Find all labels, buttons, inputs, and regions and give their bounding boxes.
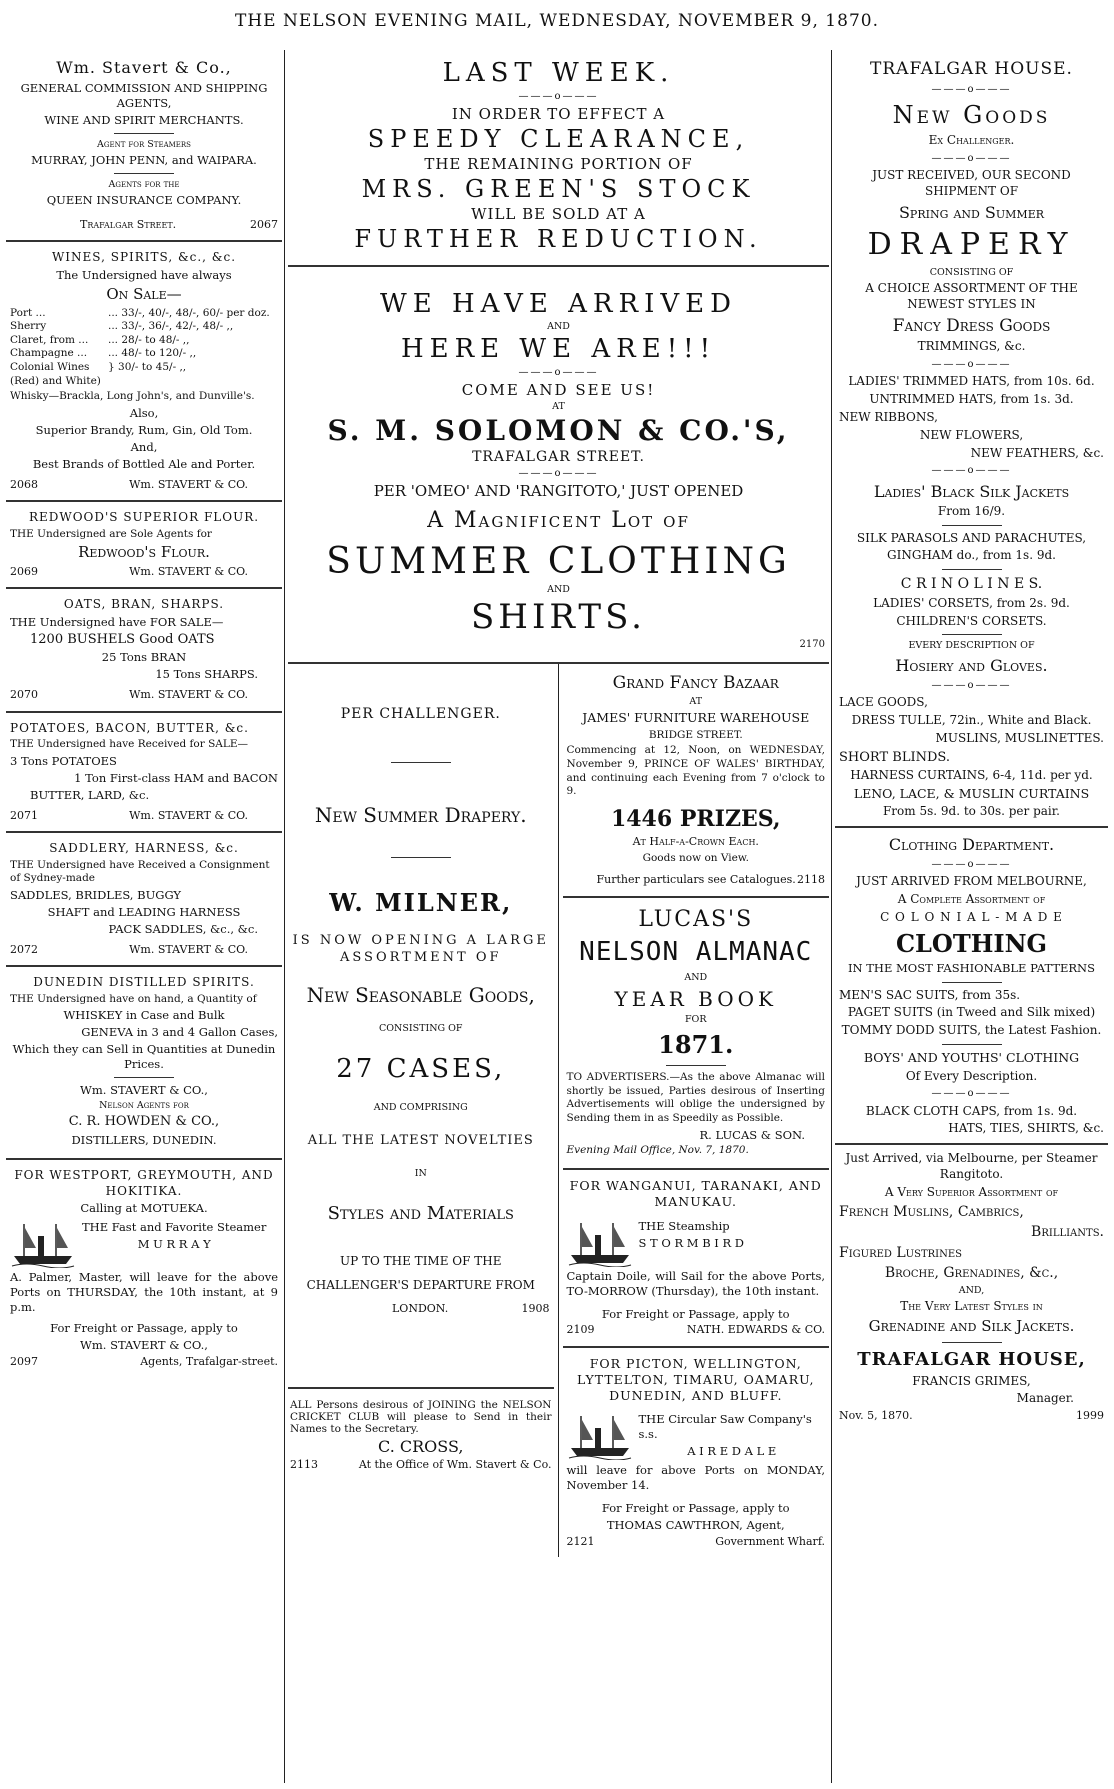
ornament: ———o——— — [931, 84, 1012, 96]
ad-line: Just Arrived, via Melbourne, per Steamer Rangitoto. — [845, 1151, 1098, 1182]
ad-number: 2067 — [250, 218, 278, 232]
ad-number: 2069 — [10, 564, 38, 578]
ornament: ———o——— — [518, 468, 599, 479]
ad-line: HARNESS CURTAINS, 6-4, 11d. per yd. — [850, 767, 1093, 782]
ad-line: MRS. GREEN'S STOCK — [361, 175, 756, 203]
ad-line: NEW FEATHERS, &c. — [970, 445, 1104, 460]
divider — [391, 762, 451, 763]
ad-signature: Wm. STAVERT & CO. — [129, 477, 248, 491]
divider — [942, 982, 1002, 983]
ad-line: BUTTER, LARD, &c. — [30, 787, 150, 802]
ornament: ———o——— — [931, 153, 1012, 165]
ad-line: MEN'S SAC SUITS, from 35s. — [839, 987, 1021, 1002]
ad-title: LUCAS'S — [638, 906, 754, 932]
ad-line: SUMMER CLOTHING — [326, 541, 791, 582]
steamship-icon — [567, 1217, 633, 1267]
ad-line: QUEEN INSURANCE COMPANY. — [46, 193, 242, 208]
ad-potatoes — [6, 713, 282, 833]
ad-line: Also, — [129, 405, 159, 420]
ad-wanganui — [563, 1170, 830, 1348]
ad-line: From 16/9. — [937, 503, 1006, 518]
ad-line: Styles and Materials — [327, 1203, 514, 1224]
ad-line: Commencing at 12, Noon, on WEDNESDAY, November 9, PRINCE OF WALES' BIRTHDAY, and continuing each Evening from 7 o'clock to 9. — [566, 744, 825, 798]
ad-line: ALL THE LATEST NOVELTIES — [307, 1133, 534, 1148]
ad-line: JAMES' FURNITURE WAREHOUSE — [582, 710, 810, 726]
ad-line: THE Fast and Favorite Steamer — [82, 1220, 267, 1235]
ad-line: Ladies' Black Silk Jackets — [873, 481, 1070, 501]
ad-line: CHALLENGER'S DEPARTURE FROM — [306, 1278, 535, 1292]
ad-milner — [288, 664, 554, 1389]
ad-line: IN — [414, 1168, 427, 1179]
ad-line: Manager. — [1016, 1391, 1074, 1406]
ad-line: S. M. SOLOMON & CO.'S, — [327, 414, 790, 447]
ad-title: FOR WANGANUI, TARANAKI, AND MANUKAU. — [569, 1178, 822, 1210]
ad-saddlery — [6, 833, 282, 967]
ad-line: C. R. HOWDEN & CO., — [68, 1114, 220, 1130]
ad-line: THE Undersigned have FOR SALE— — [10, 614, 224, 629]
ornament: ———o——— — [931, 1088, 1012, 1100]
ad-line: THE Undersigned have Received for SALE— — [10, 738, 248, 751]
ad-line: TOMMY DODD SUITS, the Latest Fashion. — [841, 1023, 1102, 1038]
ad-line: New Summer Drapery. — [314, 803, 527, 827]
ad-line: Nelson Agents for — [99, 1099, 189, 1111]
divider — [114, 173, 174, 174]
column-rule-left — [284, 50, 285, 1783]
ad-line: JUST ARRIVED FROM MELBOURNE, — [856, 874, 1087, 889]
ad-line: THE Circular Saw Company's s.s. — [638, 1412, 812, 1442]
middle-right-half — [559, 664, 830, 1557]
ad-line: MURRAY, JOHN PENN, and WAIPARA. — [31, 152, 257, 167]
ad-line: ALL Persons desirous of JOINING the NELSON CRICKET CLUB will please to Send in their Names to the Secretary. — [290, 1399, 552, 1435]
ad-line: 1446 PRIZES, — [610, 805, 781, 832]
ad-line: 1200 BUSHELS Good OATS — [30, 631, 215, 647]
price-name: Colonial Wines (Red) and White) — [10, 361, 101, 387]
ad-line: 25 Tons BRAN — [101, 650, 187, 665]
ad-line: LACE GOODS, — [839, 695, 928, 710]
ad-line: SPEEDY CLEARANCE, — [367, 125, 750, 153]
ad-line: At Half-a-Crown Each. — [632, 835, 759, 849]
ad-trafalgar-house — [835, 50, 1108, 1432]
ad-line: From 5s. 9d. to 30s. per pair. — [882, 804, 1060, 819]
ad-line: Further particulars see Catalogues. — [596, 873, 796, 887]
ad-line: At the Office of Wm. Stavert & Co. — [358, 1458, 552, 1471]
ad-title: DUNEDIN DISTILLED SPIRITS. — [33, 974, 255, 989]
ad-line: A Magnificent Lot of — [427, 508, 690, 533]
ad-line: Brilliants. — [1031, 1224, 1104, 1241]
divider — [942, 1342, 1002, 1343]
ad-line: C O L O N I A L - M A D E — [880, 909, 1063, 924]
ad-signature: THOMAS CAWTHRON, Agent, — [606, 1518, 785, 1533]
ad-line: Whisky—Brackla, Long John's, and Dunville's. — [10, 390, 255, 403]
ad-line: LONDON. — [392, 1302, 449, 1315]
ad-line: CLOTHING — [895, 928, 1048, 958]
ad-signature: NATH. EDWARDS & CO. — [686, 1323, 825, 1337]
ad-number: 1999 — [1076, 1409, 1104, 1423]
ad-line: BLACK CLOTH CAPS, from 1s. 9d. — [865, 1103, 1078, 1118]
divider — [114, 1077, 174, 1078]
ad-line: TRAFALGAR STREET. — [472, 449, 645, 465]
ad-line: JUST RECEIVED, OUR SECOND SHIPMENT OF — [872, 168, 1071, 199]
price-name: Claret, from ... — [10, 333, 89, 346]
ad-westport — [6, 1160, 282, 1377]
ad-number: 1908 — [521, 1302, 550, 1315]
ad-number: 2070 — [10, 688, 38, 702]
ad-title: WINES, SPIRITS, &c., &c. — [51, 250, 237, 265]
ad-line: Agent for Steamers — [97, 138, 191, 150]
ad-line: A Very Superior Assortment of — [884, 1184, 1059, 1199]
ad-line: Captain Doile, will Sail for the above Ports, TO-MORROW (Thursday), the 10th instant. — [566, 1268, 825, 1298]
ad-line: NEW FLOWERS, — [919, 427, 1024, 442]
ad-line: SHAFT and LEADING HARNESS — [47, 904, 241, 919]
ad-picton — [563, 1348, 830, 1558]
ad-line: NEW RIBBONS, — [839, 409, 938, 424]
ad-line: 15 Tons SHARPS. — [155, 667, 258, 682]
ad-line: DRAPERY — [867, 227, 1076, 263]
ad-line: COME AND SEE US! — [461, 381, 656, 399]
ad-title: REDWOOD'S SUPERIOR FLOUR. — [28, 510, 260, 525]
ad-line: CONSISTING OF — [929, 266, 1014, 278]
ship-name: S T O R M B I R D — [638, 1235, 745, 1250]
ad-line: will leave for above Ports on MONDAY, November 14. — [566, 1463, 825, 1493]
ad-flour — [6, 502, 282, 589]
ad-line: CONSISTING OF — [378, 1023, 463, 1034]
ad-title: Grand Fancy Bazaar — [612, 673, 779, 693]
ad-number: 2113 — [290, 1458, 318, 1471]
ad-signature: C. CROSS, — [378, 1437, 464, 1456]
middle-column — [288, 50, 829, 1783]
ad-line: PAGET SUITS (in Tweed and Silk mixed) — [847, 1005, 1096, 1020]
ad-number: 2072 — [10, 942, 38, 956]
ad-number: 2097 — [10, 1354, 38, 1368]
ad-line: DRESS TULLE, 72in., White and Black. — [851, 713, 1092, 728]
ad-line: 1871. — [658, 1029, 734, 1059]
ad-line: Of Every Description. — [905, 1068, 1038, 1083]
ad-line: SHIRTS. — [471, 597, 646, 637]
ad-line: On Sale— — [106, 285, 182, 303]
ad-line: WHISKEY in Case and Bulk — [63, 1008, 225, 1023]
ad-line: Best Brands of Bottled Ale and Porter. — [32, 456, 256, 471]
ad-line: AT — [552, 401, 565, 412]
price-name: Port ... — [10, 306, 46, 319]
ad-line: French Muslins, Cambrics, — [839, 1203, 1024, 1220]
ad-line: BOYS' AND YOUTHS' CLOTHING — [863, 1050, 1080, 1066]
ad-stavert — [6, 50, 282, 242]
ad-line: ASSORTMENT OF — [339, 950, 502, 965]
ad-line: THE REMAINING PORTION OF — [424, 155, 693, 173]
ad-line: Agents, Trafalgar-street. — [140, 1354, 278, 1368]
ad-line: Superior Brandy, Rum, Gin, Old Tom. — [35, 422, 253, 437]
ad-line: GENEVA in 3 and 4 Gallon Cases, — [81, 1025, 278, 1040]
ad-line: FOR — [684, 1014, 707, 1026]
ad-number: 2068 — [10, 477, 38, 491]
ad-line: LADIES' TRIMMED HATS, from 10s. 6d. — [848, 374, 1095, 389]
ad-title: POTATOES, BACON, BUTTER, &c. — [10, 720, 249, 735]
ad-number: 2071 — [10, 808, 38, 822]
right-column — [835, 50, 1108, 1783]
ad-line: TO ADVERTISERS.—As the above Almanac will shortly be issued, Parties desirous of Inserting Advertisements will oblige the undersigned by Sending them in as Speedily as Possible. — [566, 1070, 825, 1124]
ad-line: CHILDREN'S CORSETS. — [896, 613, 1047, 628]
ad-line: For Freight or Passage, apply to — [601, 1306, 790, 1321]
price-name: Sherry — [10, 320, 47, 333]
ad-line: 3 Tons POTATOES — [10, 753, 117, 768]
ad-line: A CHOICE ASSORTMENT OF THE NEWEST STYLES IN — [865, 281, 1078, 312]
divider — [942, 634, 1002, 635]
ad-line: Spring and Summer — [898, 202, 1045, 222]
price-value: ... 33/-, 36/-, 42/-, 48/- ,, — [108, 320, 234, 333]
ad-oats — [6, 589, 282, 713]
ad-line: IN ORDER TO EFFECT A — [451, 105, 666, 123]
ad-title: LAST WEEK. — [442, 58, 675, 88]
divider — [666, 1065, 726, 1066]
price-value: } 30/- to 45/- ,, — [108, 361, 187, 374]
ad-line: WILL BE SOLD AT A — [471, 205, 646, 223]
ad-title: TRAFALGAR HOUSE, — [857, 1348, 1086, 1370]
ad-line: Ex Challenger. — [928, 133, 1015, 148]
ad-line: FRANCIS GRIMES, — [912, 1373, 1031, 1388]
ad-signature: R. LUCAS & SON. — [699, 1127, 805, 1142]
price-value: ... 48/- to 120/- ,, — [108, 347, 197, 360]
ad-line: And, — [130, 439, 158, 454]
ad-line: THE Undersigned are Sole Agents for — [10, 527, 212, 540]
ornament: ———o——— — [931, 465, 1012, 477]
ad-line: Hosiery and Gloves. — [895, 655, 1048, 675]
ad-line: DISTILLERS, DUNEDIN. — [71, 1133, 217, 1148]
ad-line: THE Undersigned have Received a Consignment of Sydney-made — [10, 858, 270, 885]
ad-line: Calling at MOTUEKA. — [80, 1201, 208, 1216]
ad-line: Redwood's Flour. — [78, 543, 210, 562]
ad-solomon — [288, 267, 829, 664]
ad-line: Goods now on View. — [642, 851, 749, 864]
ad-wines — [6, 242, 282, 502]
steamship-icon — [10, 1218, 76, 1268]
ad-line: A. Palmer, Master, will leave for the above Ports on THURSDAY, the 10th instant, at 9 p.m. — [10, 1270, 278, 1315]
ad-title: FOR PICTON, WELLINGTON, LYTTELTON, TIMARU, OAMARU, DUNEDIN, AND BLUFF. — [577, 1355, 815, 1404]
ad-signature: Wm. STAVERT & CO., — [80, 1082, 208, 1097]
ad-line: WINE AND SPIRIT MERCHANTS. — [44, 112, 244, 127]
ad-line: AND, — [958, 1284, 985, 1296]
masthead: THE NELSON EVENING MAIL, WEDNESDAY, NOVEMBER 9, 1870. — [235, 11, 879, 31]
steamship-icon — [567, 1410, 633, 1460]
ad-line: A Complete Assortment of — [897, 892, 1046, 907]
ad-title: WE HAVE ARRIVED — [380, 289, 737, 319]
middle-split — [288, 664, 829, 1557]
left-column — [6, 50, 282, 1783]
ad-last-week — [288, 50, 829, 267]
ad-line: AND — [684, 972, 708, 984]
ad-line: New Seasonable Goods, — [306, 983, 535, 1007]
ad-title: W. MILNER, — [329, 888, 513, 917]
ad-title: OATS, BRAN, SHARPS. — [63, 597, 225, 612]
ad-line: The Undersigned have always — [56, 268, 232, 283]
ad-line: Government Wharf. — [715, 1535, 825, 1549]
ad-title: Wm. Stavert & Co., — [56, 58, 232, 77]
ad-line: FURTHER REDUCTION. — [354, 225, 763, 253]
ad-line: For Freight or Passage, apply to — [601, 1501, 790, 1516]
ad-title: TRAFALGAR HOUSE. — [870, 59, 1073, 79]
ad-line: IN THE MOST FASHIONABLE PATTERNS — [848, 961, 1095, 976]
ad-line: UP TO THE TIME OF THE — [339, 1254, 502, 1268]
ship-name: M U R R A Y — [137, 1237, 211, 1252]
ad-number: 2170 — [799, 639, 825, 650]
ship-name: A I R E D A L E — [687, 1444, 777, 1459]
ad-signature: Wm. STAVERT & CO., — [80, 1337, 208, 1352]
ad-line: PER CHALLENGER. — [340, 706, 501, 722]
ad-line: Evening Mail Office, Nov. 7, 1870. — [566, 1144, 749, 1157]
ad-number: 2121 — [566, 1535, 595, 1549]
ad-line: C R I N O L I N E S. — [900, 576, 1043, 593]
ad-line: LADIES' CORSETS, from 2s. 9d. — [873, 595, 1070, 610]
column-rule-right — [831, 50, 832, 1783]
ad-date: Nov. 5, 1870. — [839, 1409, 913, 1423]
ad-line: Which they can Sell in Quantities at Dunedin Prices. — [12, 1042, 276, 1072]
ad-line: SILK PARASOLS AND PARACHUTES, — [856, 530, 1087, 545]
ornament: ———o——— — [518, 367, 599, 378]
ad-line: New Goods — [892, 100, 1051, 129]
ornament: ———o——— — [518, 91, 599, 102]
ad-number: 2109 — [566, 1323, 595, 1337]
middle-left-half — [288, 664, 559, 1557]
ad-line: UNTRIMMED HATS, from 1s. 3d. — [869, 392, 1074, 407]
ad-line: Grenadine and Silk Jackets. — [868, 1316, 1075, 1335]
ad-line: AND — [547, 584, 570, 595]
ad-title: FOR WESTPORT, GREYMOUTH, AND HOKITIKA. — [14, 1168, 274, 1198]
ad-line: THE Undersigned have on hand, a Quantity of — [10, 992, 257, 1005]
ad-line: THE Steamship — [638, 1218, 730, 1233]
divider — [942, 1044, 1002, 1045]
ad-street: Trafalgar Street. — [80, 218, 177, 232]
ad-cricket — [288, 1389, 554, 1479]
ad-line: For Freight or Passage, apply to — [50, 1321, 238, 1336]
ad-line: TRIMMINGS, &c. — [917, 339, 1026, 354]
ad-line: PACK SADDLES, &c., &c. — [108, 921, 258, 936]
ad-line: AND — [547, 321, 570, 332]
ad-title: SADDLERY, HARNESS, &c. — [49, 841, 239, 855]
ornament: ———o——— — [931, 359, 1012, 371]
price-name: Champagne ... — [10, 347, 88, 360]
ad-line: IS NOW OPENING A LARGE — [292, 933, 549, 948]
divider — [942, 525, 1002, 526]
price-value: ... 28/- to 48/- ,, — [108, 333, 190, 346]
ad-line: EVERY DESCRIPTION OF — [908, 640, 1035, 652]
ad-line: SHORT BLINDS. — [839, 749, 950, 765]
divider — [391, 857, 451, 858]
ad-signature: Wm. STAVERT & CO. — [129, 808, 248, 822]
ad-line: The Very Latest Styles in — [900, 1299, 1043, 1314]
divider — [114, 133, 174, 134]
divider — [942, 569, 1002, 570]
ad-line: 27 CASES, — [336, 1054, 506, 1084]
ornament: ———o——— — [931, 680, 1012, 691]
ad-line: LENO, LACE, & MUSLIN CURTAINS — [853, 785, 1090, 801]
ad-dunedin — [6, 967, 282, 1160]
ad-number: 2118 — [797, 873, 825, 887]
ad-signature: Wm. STAVERT & CO. — [129, 688, 248, 702]
ad-line: SADDLES, BRIDLES, BUGGY — [10, 887, 182, 902]
ad-line: Figured Lustrines — [839, 1244, 963, 1261]
ad-line: Agents for the — [108, 178, 180, 190]
price-value: ... 33/-, 40/-, 48/-, 60/- per doz. — [108, 306, 270, 319]
ad-line: GINGHAM do., from 1s. 9d. — [887, 548, 1056, 563]
ad-line: MUSLINS, MUSLINETTES. — [935, 730, 1104, 745]
ad-line: GENERAL COMMISSION AND SHIPPING AGENTS, — [20, 80, 268, 110]
ad-line: Broche, Grenadines, &c., — [884, 1265, 1059, 1282]
ad-line: Clothing Department. — [888, 834, 1055, 854]
ad-signature: Wm. STAVERT & CO. — [129, 942, 248, 956]
ad-line: HERE WE ARE!!! — [400, 334, 717, 364]
ad-line: 1 Ton First-class HAM and BACON — [74, 770, 278, 785]
ad-line: NELSON ALMANAC — [579, 937, 813, 968]
ad-line: PER 'OMEO' AND 'RANGITOTO,' JUST OPENED — [373, 482, 744, 500]
ad-bazaar — [563, 664, 830, 898]
ad-signature: Wm. STAVERT & CO. — [129, 564, 248, 578]
ad-line: HATS, TIES, SHIRTS, &c. — [948, 1121, 1104, 1136]
ad-almanac — [563, 898, 830, 1170]
ad-line: YEAR BOOK — [614, 987, 777, 1012]
ad-line: AND COMPRISING — [373, 1102, 468, 1113]
ad-line: BRIDGE STREET. — [648, 728, 743, 741]
ornament: ———o——— — [931, 859, 1012, 871]
ad-line: AT — [689, 696, 703, 708]
ad-line: Fancy Dress Goods — [892, 315, 1051, 336]
